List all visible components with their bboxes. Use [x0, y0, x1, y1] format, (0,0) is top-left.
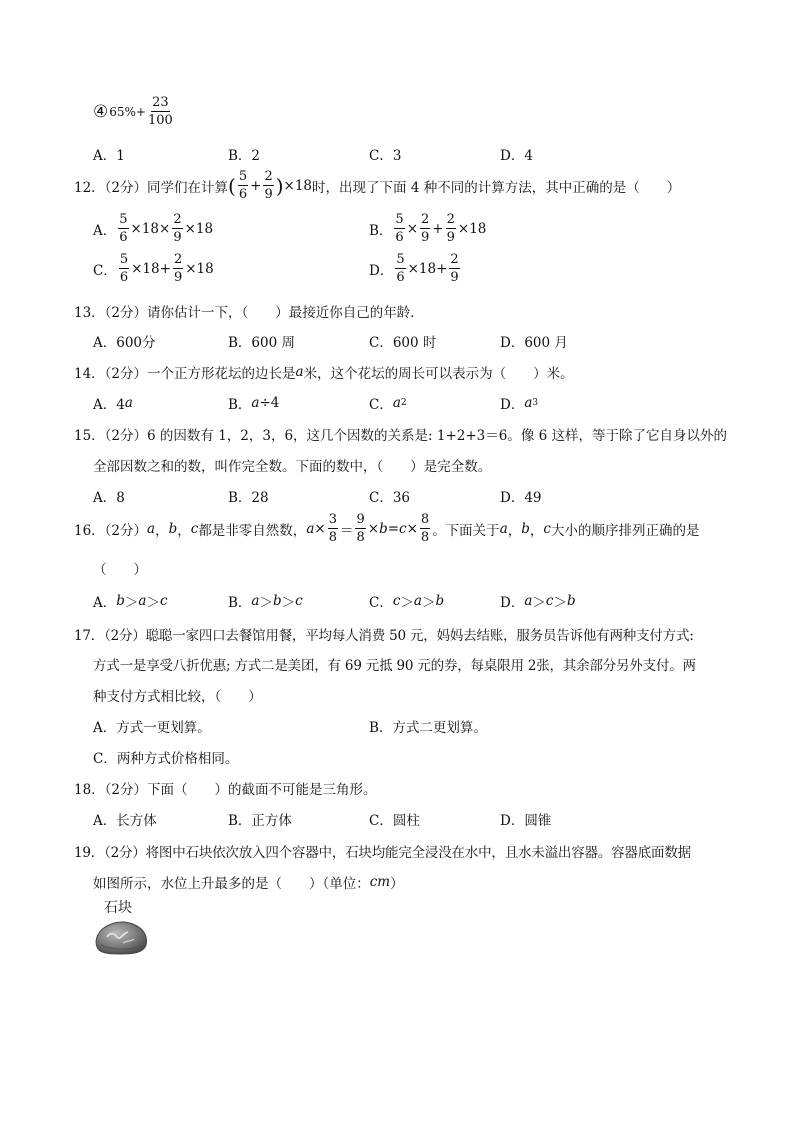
option-label: A． [93, 595, 117, 611]
fraction [263, 170, 273, 201]
q18-option-a[interactable]: A．长方体 [93, 813, 157, 829]
fraction [172, 213, 182, 244]
q16-option-a[interactable] [93, 591, 168, 611]
q14-option-a[interactable] [93, 393, 133, 413]
option-label: C． [369, 397, 393, 413]
frac-numerator: 8 [420, 512, 430, 527]
q16-text: 大小的顺序排列正确的是 [550, 522, 700, 539]
fraction [446, 213, 456, 244]
variable-b: b [168, 520, 178, 537]
variable-a: a [124, 395, 133, 411]
operator: ×18× [130, 220, 171, 237]
frac-denominator: 6 [395, 230, 404, 245]
operator: ×18 [185, 260, 214, 277]
q15-option-a[interactable]: A．8 [93, 490, 125, 506]
operator: ＞ [400, 595, 414, 611]
variable: a [251, 593, 260, 609]
frac-denominator: 6 [238, 187, 248, 202]
q14-question [74, 362, 574, 382]
option-label: C． [93, 262, 117, 279]
q14-option-c[interactable] [369, 393, 407, 413]
q16-prefix: 16．（2分） [74, 522, 148, 539]
q16-option-c[interactable] [369, 591, 444, 611]
operator: ＞ [553, 595, 567, 611]
variable-b: b [521, 520, 530, 537]
exponent: 2 [400, 398, 407, 408]
frac-denominator: 6 [396, 270, 405, 285]
frac-numerator: 2 [421, 212, 430, 227]
q12-option-c[interactable] [93, 253, 214, 284]
operator: ×18 [184, 220, 214, 237]
frac-numerator: 5 [238, 169, 248, 184]
operator: + [432, 220, 444, 237]
frac-numerator: 2 [264, 169, 273, 184]
q14-option-d[interactable] [500, 393, 538, 413]
item-marker: ④ [93, 101, 109, 122]
q17-option-b[interactable]: B．方式二更划算。 [369, 720, 487, 736]
variable-a: a [524, 395, 533, 411]
variable: a [138, 593, 147, 609]
comma: ， [177, 522, 191, 539]
frac-denominator: 9 [173, 230, 182, 245]
frac-numerator: 2 [173, 252, 183, 267]
unit-cm: cm [369, 874, 391, 890]
variable-c: c [190, 520, 199, 537]
frac-denominator: 9 [173, 270, 183, 285]
frac-numerator: 5 [396, 252, 405, 267]
q11-item-4 [93, 96, 175, 127]
fraction [355, 513, 365, 544]
frac-denominator: 9 [450, 270, 459, 285]
q17-option-a[interactable]: A．方式一更划算。 [93, 720, 211, 736]
q14-option-b[interactable] [228, 393, 279, 413]
q15-option-c[interactable]: C．36 [369, 490, 411, 506]
variable: a [524, 593, 533, 609]
q15-question-line-1: 15．（2分）6 的因数有 1，2，3，6，这几个因数的关系是: 1+2+3＝6。像 6 这样，等于除了它自身以外的 [74, 428, 728, 444]
variable-c: c [543, 520, 551, 537]
operator: ×18 [283, 177, 313, 194]
fraction [420, 513, 430, 544]
option-label: D． [369, 262, 394, 279]
frac-numerator: 5 [395, 212, 404, 227]
q12-option-a[interactable] [93, 213, 213, 244]
operator: × [314, 520, 326, 537]
rock-label: 石块 [104, 900, 132, 916]
fraction [395, 253, 405, 284]
q12-option-b[interactable] [369, 213, 486, 244]
operator: ×18 [457, 220, 487, 237]
q17-option-c[interactable]: C．两种方式价格相同。 [93, 751, 239, 767]
q13-option-b[interactable]: B．600 周 [228, 335, 295, 351]
q19-question-line-2 [93, 872, 404, 892]
q17-question-line-1: 17．（2分）聪聪一家四口去餐馆用餐，平均每人消费 50 元，妈妈去结账，服务员告诉他有两种支付方式: [74, 628, 694, 644]
q19-text: 如图所示，水位上升最多的是（ ）（单位： [93, 876, 370, 892]
frac-denominator: 6 [119, 270, 129, 285]
equals: = [387, 520, 400, 537]
frac-numerator: 2 [173, 212, 182, 227]
q12-suffix: 时，出现了下面 4 种不同的计算方法，其中正确的是（ ） [312, 179, 681, 196]
operator: ＞ [259, 595, 273, 611]
q12-option-d[interactable] [369, 253, 462, 284]
q13-question: 13．（2分）请你估计一下，（ ）最接近你自己的年龄． [74, 305, 424, 321]
q16-option-d[interactable] [500, 591, 576, 611]
fraction [449, 253, 459, 284]
variable: b [566, 593, 576, 609]
variable: c [392, 593, 401, 609]
variable-a: a [295, 364, 304, 380]
q11-option-b[interactable]: B．2 [228, 148, 261, 164]
q16-answer-blank: （ ） [93, 562, 147, 578]
fraction [328, 513, 338, 544]
frac-numerator: 5 [119, 252, 129, 267]
q14-text-1: 14．（2分）一个正方形花坛的边长是 [74, 366, 296, 382]
comma: ， [155, 522, 169, 539]
variable-b: b [379, 520, 388, 537]
q11-fraction [148, 96, 173, 127]
operator: × [367, 520, 380, 537]
operator: ×18+ [407, 260, 448, 277]
comma: ， [507, 522, 522, 539]
q13-option-c[interactable]: C．600 时 [369, 335, 437, 351]
q11-option-c[interactable]: C．3 [369, 148, 402, 164]
variable-c: c [399, 520, 407, 537]
variable: c [295, 593, 303, 609]
option-label: A．4 [93, 397, 125, 413]
q16-text: 都是非零自然数， [198, 522, 307, 539]
option-label: A． [93, 222, 117, 239]
q15-option-b[interactable]: B．28 [228, 490, 269, 506]
q16-text: 。下面关于 [432, 522, 500, 539]
q11-item-text: 65%+ [109, 104, 146, 119]
operator: ＞ [532, 595, 546, 611]
operator: × [406, 220, 419, 237]
q11-option-a[interactable]: A．1 [93, 148, 125, 164]
q15-option-d[interactable]: D．49 [500, 490, 542, 506]
variable-a: a [147, 520, 156, 537]
variable: a [413, 593, 422, 609]
equals: ＝ [339, 522, 354, 539]
operator: × [406, 520, 418, 537]
fraction [238, 170, 248, 201]
q16-option-b[interactable] [228, 591, 303, 611]
operator: + [250, 177, 262, 194]
q17-question-line-2: 方式一是享受八折优惠; 方式二是美团，有 69 元抵 90 元的券，每桌限用 2张，其余部分另外支付。两 [93, 658, 696, 674]
operator: ÷4 [259, 395, 280, 411]
variable: b [116, 593, 125, 609]
q16-question [74, 513, 699, 544]
variable-a: a [499, 520, 508, 537]
frac-denominator: 9 [421, 230, 430, 245]
frac-numerator: 2 [446, 212, 455, 227]
q12-question [74, 170, 680, 201]
option-label: B． [228, 397, 252, 413]
q11-option-d[interactable]: D．4 [500, 148, 533, 164]
frac-denominator: 9 [446, 230, 455, 245]
frac-numerator: 3 [328, 512, 337, 527]
option-label: B． [228, 595, 252, 611]
variable-a: a [306, 520, 315, 537]
paren-left: ( [228, 173, 236, 198]
exponent: 3 [532, 398, 539, 408]
q18-question: 18．（2分）下面（ ）的截面不可能是三角形。 [74, 782, 377, 798]
frac-denominator: 8 [356, 530, 365, 545]
q13-option-a[interactable]: A．600分 [93, 335, 156, 351]
operator: ×18+ [131, 260, 171, 277]
q19-text: ） [390, 876, 404, 892]
option-label: C． [369, 595, 393, 611]
operator: ＞ [421, 595, 436, 611]
frac-denominator: 6 [119, 230, 128, 245]
frac-numerator: 9 [356, 512, 365, 527]
q14-text-2: 米，这个花坛的周长可以表示为（ ）米。 [303, 366, 574, 382]
fraction [394, 213, 404, 244]
option-label: D． [500, 397, 525, 413]
operator: ＞ [281, 595, 296, 611]
q17-question-line-3: 种支付方式相比较，（ ） [93, 689, 262, 705]
frac-denominator: 8 [420, 530, 430, 545]
frac-denominator: 100 [147, 113, 173, 128]
variable: b [435, 593, 445, 609]
rock-icon [93, 917, 149, 955]
paren-right: ) [275, 173, 284, 198]
q19-question-line-1: 19．（2分）将图中石块依次放入四个容器中，石块均能完全浸没在水中，且水未溢出容器。容器底面数据 [74, 845, 691, 861]
q12-prefix: 12．（2分）同学们在计算 [74, 179, 229, 196]
option-label: D． [500, 595, 525, 611]
operator: ＞ [146, 595, 160, 611]
variable-a: a [251, 395, 260, 411]
fraction [119, 253, 129, 284]
q13-option-d[interactable]: D．600 月 [500, 335, 568, 351]
fraction [420, 213, 430, 244]
q18-option-c[interactable]: C．圆柱 [369, 813, 420, 829]
q18-option-d[interactable]: D．圆锥 [500, 813, 552, 829]
variable: c [545, 593, 554, 609]
frac-numerator: 5 [119, 212, 128, 227]
operator: ＞ [124, 595, 139, 611]
q15-question-line-2: 全部因数之和的数，叫作完全数。下面的数中，（ ）是完全数。 [93, 459, 492, 475]
option-label: B． [369, 222, 393, 239]
comma: ， [529, 522, 544, 539]
q18-option-b[interactable]: B．正方体 [228, 813, 292, 829]
variable: b [272, 593, 282, 609]
frac-denominator: 8 [328, 530, 337, 545]
frac-numerator: 2 [450, 252, 459, 267]
variable-a: a [392, 395, 401, 411]
fraction [173, 253, 183, 284]
frac-denominator: 9 [264, 187, 273, 202]
frac-numerator: 23 [152, 95, 169, 110]
variable: c [159, 593, 168, 609]
fraction [118, 213, 128, 244]
